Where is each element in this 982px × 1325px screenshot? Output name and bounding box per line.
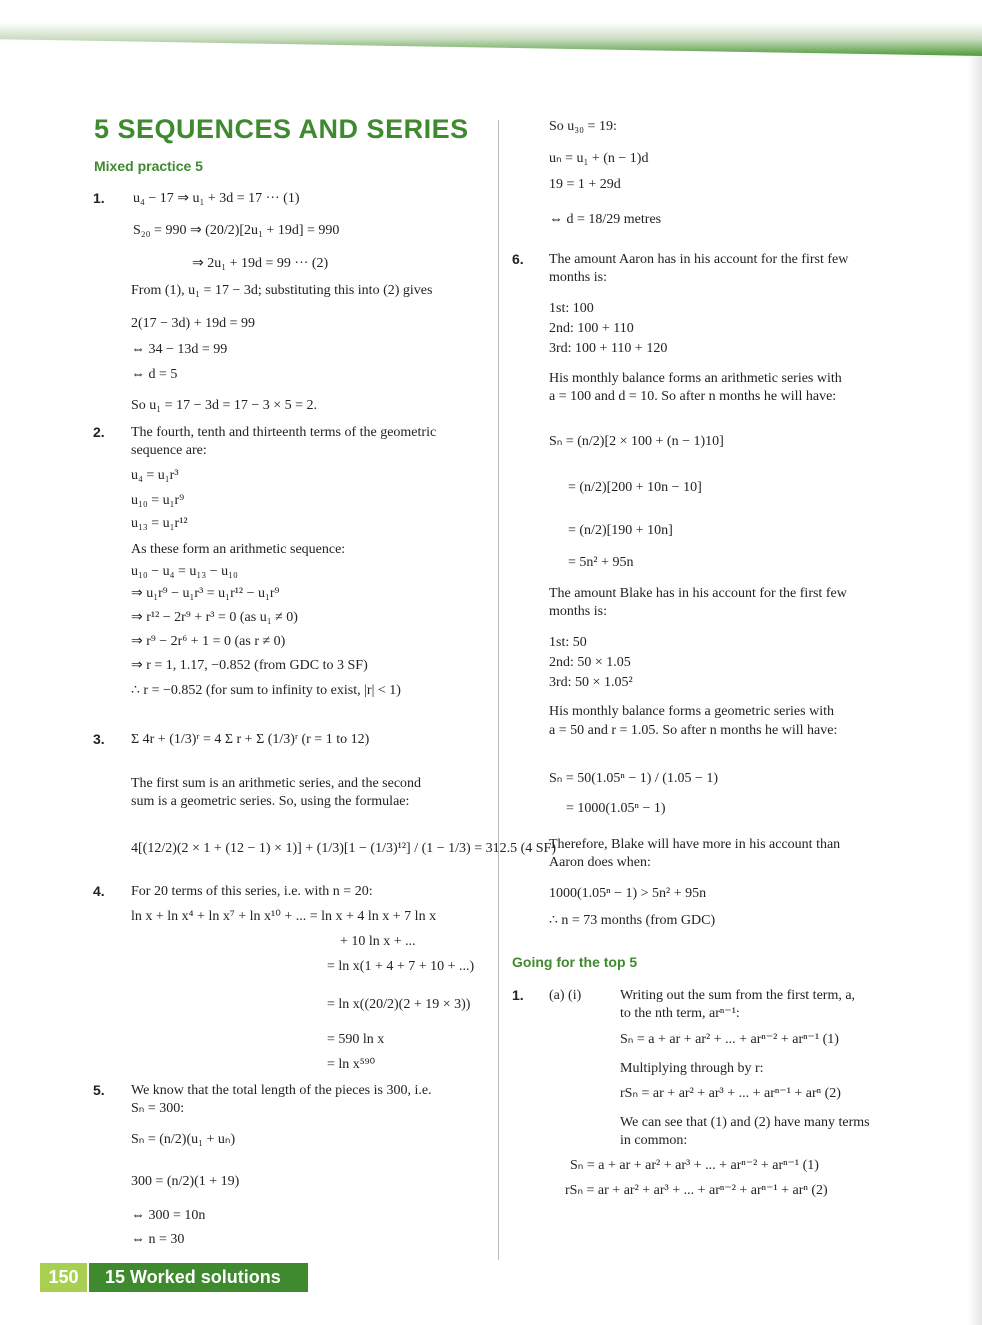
page-edge-shade (968, 56, 982, 1325)
left-line: S₂₀ = 990 ⇒ (20/2)[2u₁ + 19d] = 990 (133, 223, 340, 238)
left-line: Σ 4r + (1/3)ʳ = 4 Σ r + Σ (1/3)ʳ (r = 1 to 12) (131, 732, 370, 747)
left-line: ⇒ r⁹ − 2r⁶ + 1 = 0 (as r ≠ 0) (131, 634, 286, 649)
top-color-band (0, 0, 982, 56)
chapter-title: 5 SEQUENCES AND SERIES (94, 114, 469, 144)
right-line: 1st: 100 (549, 301, 594, 316)
right-question-number: 6. (512, 251, 524, 267)
right-line: Sₙ = a + ar + ar² + ... + arⁿ⁻² + arⁿ⁻¹ (1) (620, 1032, 839, 1047)
left-line: The first sum is an arithmetic series, and the second (131, 776, 422, 791)
right-line: uₙ = u₁ + (n − 1)d (549, 151, 649, 166)
footer-section-label: 15 Worked solutions (89, 1263, 308, 1292)
left-line: ⇔ 300 = 10n (131, 1208, 206, 1223)
right-line: in common: (620, 1133, 688, 1148)
right-line: = 5n² + 95n (568, 555, 634, 570)
left-line: ln x + ln x⁴ + ln x⁷ + ln x¹⁰ + ... = ln x + 4 ln x + 7 ln x (131, 909, 437, 924)
left-line: sequence are: (131, 443, 207, 458)
right-line: His monthly balance forms a geometric series with (549, 704, 834, 719)
left-question-number: 3. (93, 731, 105, 747)
right-line: Sₙ = (n/2)[2 × 100 + (n − 1)10] (549, 434, 724, 449)
left-line: sum is a geometric series. So, using the formulae: (131, 794, 410, 809)
page-number: 150 (40, 1263, 87, 1292)
left-line: 2(17 − 3d) + 19d = 99 (131, 316, 256, 331)
right-line: 2nd: 100 + 110 (549, 321, 634, 336)
left-line: = ln x⁵⁹⁰ (327, 1057, 376, 1072)
mixed-practice-heading: Mixed practice 5 (94, 158, 203, 174)
left-line: ⇒ r = 1, 1.17, −0.852 (from GDC to 3 SF) (131, 658, 368, 673)
left-line: Sₙ = 300: (131, 1101, 185, 1116)
left-question-number: 2. (93, 424, 105, 440)
right-line: 1000(1.05ⁿ − 1) > 5n² + 95n (549, 886, 707, 901)
left-line: + 10 ln x + ... (340, 934, 416, 949)
right-line: (a) (i) (549, 988, 582, 1003)
right-line: Therefore, Blake will have more in his account than (549, 837, 841, 852)
right-line: rSₙ = ar + ar² + ar³ + ... + arⁿ⁻² + arⁿ⁻¹ + arⁿ (2) (565, 1183, 828, 1198)
right-line: We can see that (1) and (2) have many terms (620, 1115, 870, 1130)
left-line: ⇒ r¹² − 2r⁹ + r³ = 0 (as u₁ ≠ 0) (131, 610, 298, 625)
left-line: u₁₀ − u₄ = u₁₃ − u₁₀ (131, 564, 238, 579)
right-line: So u₃₀ = 19: (549, 119, 617, 134)
right-line: months is: (549, 604, 607, 619)
left-line: ∴ r = −0.852 (for sum to infinity to exist, |r| < 1) (131, 683, 401, 698)
right-line: Aaron does when: (549, 855, 651, 870)
right-line: months is: (549, 270, 607, 285)
left-line: So u₁ = 17 − 3d = 17 − 3 × 5 = 2. (131, 398, 318, 413)
left-line: As these form an arithmetic sequence: (131, 542, 346, 557)
right-line: The amount Aaron has in his account for the first few (549, 252, 849, 267)
right-line: 19 = 1 + 29d (549, 177, 621, 192)
right-line: Sₙ = 50(1.05ⁿ − 1) / (1.05 − 1) (549, 771, 718, 786)
right-line: His monthly balance forms an arithmetic series with (549, 371, 842, 386)
left-line: u₁₃ = u₁r¹² (131, 516, 188, 531)
left-line: Sₙ = (n/2)(u₁ + uₙ) (131, 1132, 236, 1147)
left-line: For 20 terms of this series, i.e. with n = 20: (131, 884, 373, 899)
left-line: The fourth, tenth and thirteenth terms of the geometric (131, 425, 437, 440)
left-line: u₁₀ = u₁r⁹ (131, 493, 185, 508)
left-line: ⇔ 34 − 13d = 99 (131, 342, 228, 357)
left-line: ⇒ u₁r⁹ − u₁r³ = u₁r¹² − u₁r⁹ (131, 586, 280, 601)
left-line: 300 = (n/2)(1 + 19) (131, 1174, 240, 1189)
going-top-heading: Going for the top 5 (512, 954, 638, 970)
left-question-number: 1. (93, 190, 105, 206)
right-question-number: 1. (512, 987, 524, 1003)
right-line: = 1000(1.05ⁿ − 1) (566, 801, 666, 816)
left-line: = ln x((20/2)(2 + 19 × 3)) (327, 997, 471, 1012)
right-line: rSₙ = ar + ar² + ar³ + ... + arⁿ⁻¹ + arⁿ (2) (620, 1086, 841, 1101)
right-line: Sₙ = a + ar + ar² + ar³ + ... + arⁿ⁻² + arⁿ⁻¹ (1) (570, 1158, 819, 1173)
right-line: 1st: 50 (549, 635, 587, 650)
left-line: u₄ = u₁r³ (131, 468, 179, 483)
column-divider (498, 120, 499, 1260)
right-line: a = 50 and r = 1.05. So after n months he will have: (549, 723, 838, 738)
left-line: u₄ − 17 ⇒ u₁ + 3d = 17 ··· (1) (133, 191, 300, 206)
right-line: to the nth term, arⁿ⁻¹: (620, 1006, 740, 1021)
left-line: ⇒ 2u₁ + 19d = 99 ··· (2) (192, 256, 329, 271)
left-question-number: 5. (93, 1082, 105, 1098)
left-line: ⇔ d = 5 (131, 367, 178, 382)
left-line: ⇔ n = 30 (131, 1232, 185, 1247)
left-line: From (1), u₁ = 17 − 3d; substituting this into (2) gives (131, 283, 433, 298)
left-line: 4[(12/2)(2 × 1 + (12 − 1) × 1)] + (1/3)[1 − (1/3)¹²] / (1 − 1/3) = 312.5 (4 SF) (131, 841, 556, 856)
right-line: = (n/2)[190 + 10n] (568, 523, 673, 538)
left-line: = 590 ln x (327, 1032, 385, 1047)
right-line: 2nd: 50 × 1.05 (549, 655, 631, 670)
right-line: a = 100 and d = 10. So after n months he will have: (549, 389, 837, 404)
left-line: = ln x(1 + 4 + 7 + 10 + ...) (327, 959, 475, 974)
right-line: The amount Blake has in his account for the first few (549, 586, 847, 601)
right-line: Multiplying through by r: (620, 1061, 764, 1076)
right-line: 3rd: 50 × 1.05² (549, 675, 633, 690)
right-line: ∴ n = 73 months (from GDC) (549, 913, 716, 928)
left-line: We know that the total length of the pieces is 300, i.e. (131, 1083, 432, 1098)
right-line: ⇔ d = 18/29 metres (549, 212, 662, 227)
right-line: 3rd: 100 + 110 + 120 (549, 341, 668, 356)
right-line: Writing out the sum from the first term, a, (620, 988, 856, 1003)
left-question-number: 4. (93, 883, 105, 899)
right-line: = (n/2)[200 + 10n − 10] (568, 480, 702, 495)
